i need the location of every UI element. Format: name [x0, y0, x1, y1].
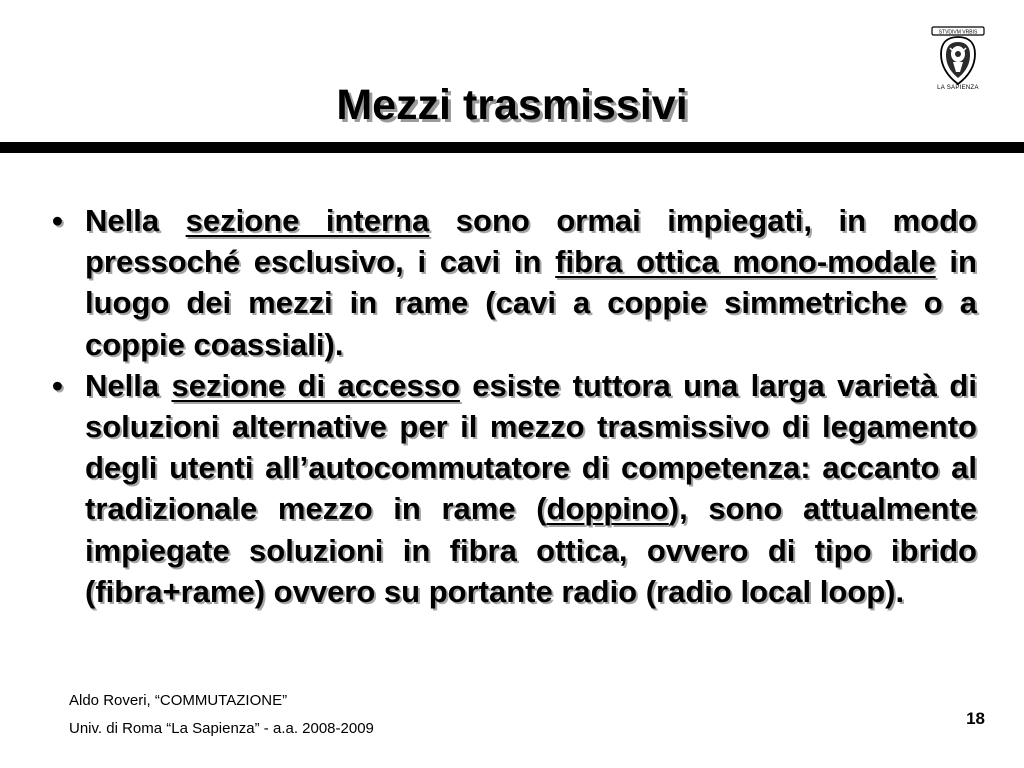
bullet-item-1 [52, 200, 977, 365]
bullet-item-2 [52, 365, 977, 612]
bullet-1-text-c: in luogo dei mezzi in rame (cavi a coppie simmetriche o a coppie coassiali). [85, 244, 977, 362]
bullet-2-text-a: Nella [85, 367, 172, 403]
bullet-2-text-c: ), sono attualmente impiegate soluzioni in fibra ottica, ovvero di tipo ibrido (fibra+rame) ovvero su portante radio (radio local loop). [85, 491, 977, 609]
title-divider [0, 142, 1024, 153]
footer-author: Aldo Roveri, “COMMUTAZIONE” [69, 692, 288, 709]
bullet-2-underlined-term-a: sezione di accesso [171, 367, 460, 403]
bullet-symbol: • [52, 203, 63, 238]
bullet-2-underlined-term-b: doppino [546, 491, 669, 527]
bullet-1-underlined-term-b: fibra ottica mono-modale [555, 244, 936, 280]
logo-banner-text: STVDIVM VRBIS [938, 29, 978, 36]
bullet-1-text-b: sono ormai impiegati, in modo pressoché esclusivo, i cavi in [85, 203, 977, 280]
page-number: 18 [966, 709, 985, 728]
bullet-2-text-b: esiste tuttora una larga varietà di soluzioni alternative per il mezzo trasmissivo di legamento degli utenti all’autocommutatore di competenza: accanto al tradizionale mezzo in rame ( [85, 367, 977, 527]
bullet-symbol: • [52, 367, 63, 403]
bullet-1-underlined-term-a: sezione interna [185, 203, 430, 238]
footer-university: Univ. di Roma “La Sapienza” - a.a. 2008-2009 [69, 720, 374, 737]
slide-title: Mezzi trasmissivi [336, 81, 688, 129]
logo-caption: LA SAPIENZA [937, 85, 979, 91]
bullet-list [52, 200, 977, 612]
bullet-1-text-a: Nella [85, 203, 186, 238]
